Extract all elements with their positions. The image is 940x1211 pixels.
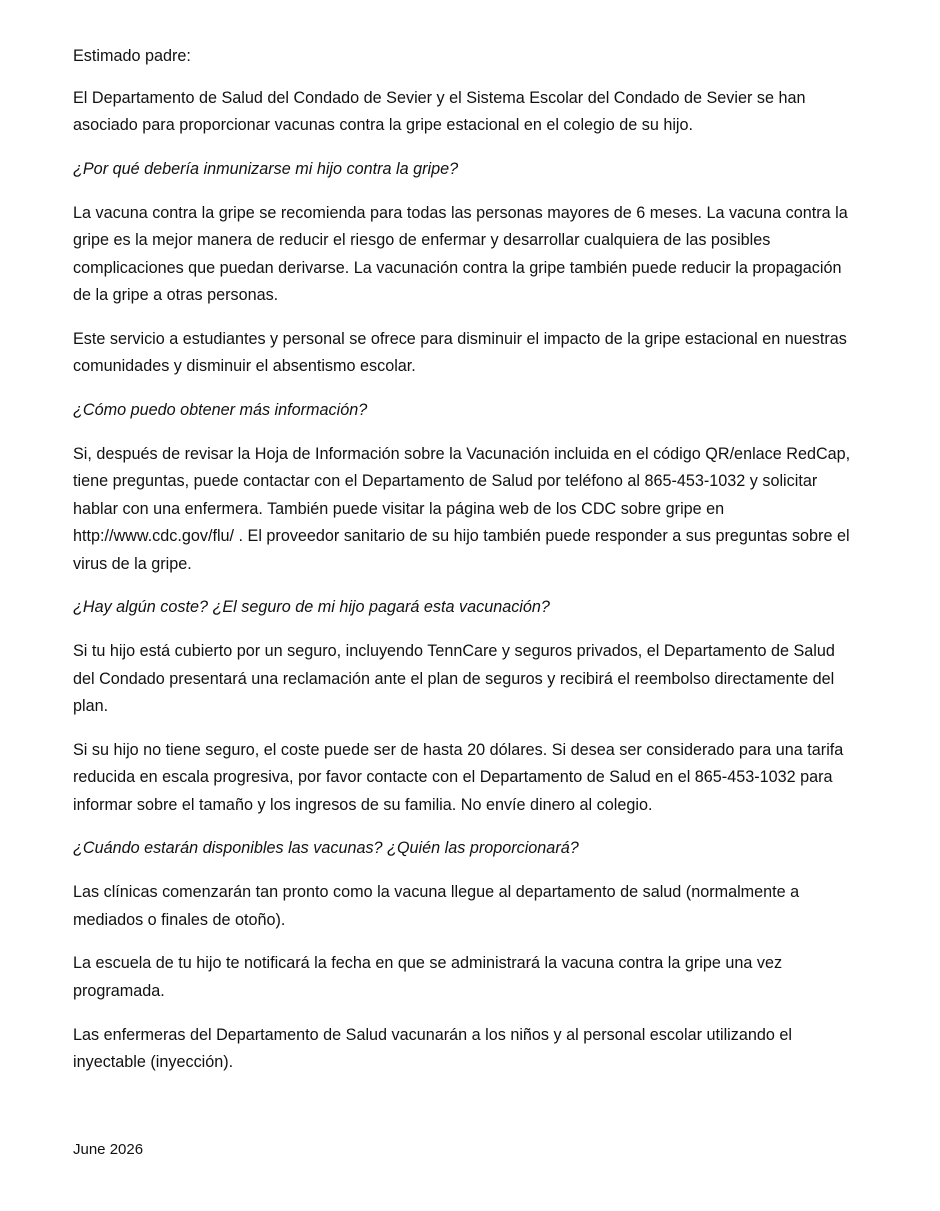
paragraph-nurses: Las enfermeras del Departamento de Salud vacunarán a los niños y al personal escolar utilizando el inyectable (inyección). — [73, 1025, 792, 1072]
paragraph-school-notify: La escuela de tu hijo te notificará la fecha en que se administrará la vacuna contra la gripe una vez programada. — [73, 954, 783, 1000]
letter-body — [73, 85, 853, 1093]
greeting: Estimado padre: — [73, 47, 191, 65]
paragraph-contact-info: Si, después de revisar la Hoja de Información sobre la Vacunación incluida en el código QR/enlace RedCap, tiene preguntas, puede contactar con el Departamento de Salud por teléfono al 865-453-1032 y solicitar hablar con una enfermera. También puede visitar la página web de los CDC sobre gripe en http://www.cdc.gov/flu/ . El proveedor sanitario de su hijo también puede responder a sus preguntas sobre el virus de la gripe. — [73, 445, 851, 573]
question-availability: ¿Cuándo estarán disponibles las vacunas? ¿Quién las proporcionará? — [73, 839, 579, 858]
paragraph-insurance: Si tu hijo está cubierto por un seguro, incluyendo TennCare y seguros privados, el Departamento de Salud del Condado presentará una reclamación ante el plan de seguros y recibirá el reembolso directamente del plan. — [73, 642, 835, 716]
paragraph-clinics-start: Las clínicas comenzarán tan pronto como la vacuna llegue al departamento de salud (normalmente a mediados o finales de otoño). — [73, 883, 800, 929]
question-more-info: ¿Cómo puedo obtener más información? — [73, 401, 368, 420]
question-cost: ¿Hay algún coste? ¿El seguro de mi hijo pagará esta vacunación? — [73, 598, 550, 617]
intro-paragraph: El Departamento de Salud del Condado de Sevier y el Sistema Escolar del Condado de Sevier se han asociado para proporcionar vacunas contra la gripe estacional en el colegio de su hijo. — [73, 89, 806, 135]
paragraph-recommendation: La vacuna contra la gripe se recomienda para todas las personas mayores de 6 meses. La vacuna contra la gripe es la mejor manera de reducir el riesgo de enfermar y desarrollar cualquiera de las posibles complicaciones que puedan derivarse. La vacunación contra la gripe también puede reducir la propagación de la gripe a otras personas. — [73, 204, 848, 305]
question-why-immunize: ¿Por qué debería inmunizarse mi hijo contra la gripe? — [73, 160, 459, 179]
footer-date: June 2026 — [73, 1141, 144, 1158]
paragraph-service: Este servicio a estudiantes y personal se ofrece para disminuir el impacto de la gripe estacional en nuestras comunidades y disminuir el absentismo escolar. — [73, 330, 847, 376]
paragraph-uninsured: Si su hijo no tiene seguro, el coste puede ser de hasta 20 dólares. Si desea ser considerado para una tarifa reducida en escala progresiva, por favor contacte con el Departamento de Salud en el 865-453-1032 para informar sobre el tamaño y los ingresos de su familia. No envíe dinero al colegio. — [73, 740, 844, 814]
